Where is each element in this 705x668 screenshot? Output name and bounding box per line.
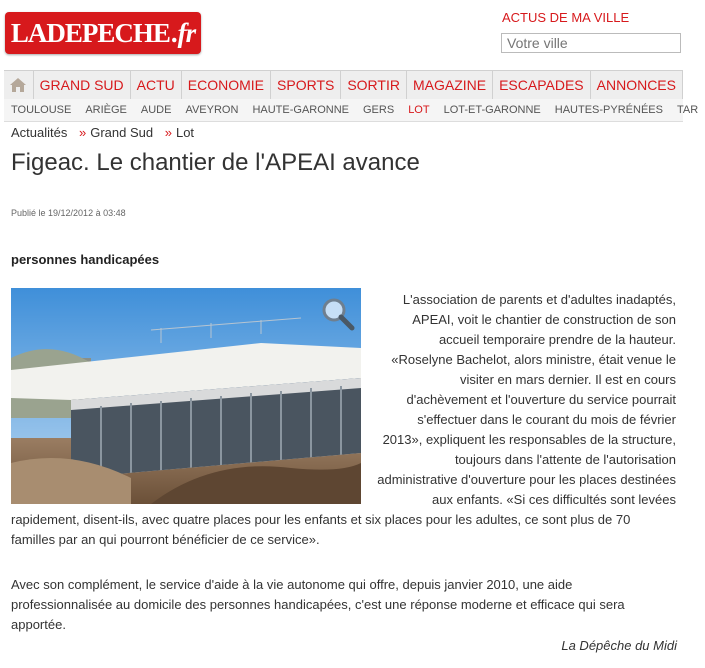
- actus-ville-title[interactable]: ACTUS DE MA VILLE: [502, 10, 630, 25]
- logo-main-text: LADEPECHE: [10, 17, 170, 48]
- subnav-item-haute-garonne[interactable]: HAUTE-GARONNE: [252, 104, 349, 116]
- subnav-item-tarn[interactable]: TAR: [676, 104, 699, 116]
- site-logo[interactable]: [5, 12, 201, 54]
- logo-suffix-text: .fr: [171, 17, 196, 48]
- breadcrumb-item-actualites[interactable]: Actualités: [11, 125, 68, 140]
- subnav-item-ariege[interactable]: ARIÈGE: [85, 104, 127, 116]
- subnav-item-aude[interactable]: AUDE: [140, 104, 172, 116]
- article-photo[interactable]: [11, 288, 361, 504]
- nav-item-sortir[interactable]: SORTIR: [341, 71, 407, 99]
- nav-item-sports[interactable]: SPORTS: [271, 71, 341, 99]
- breadcrumb-item-grand-sud[interactable]: Grand Sud: [90, 125, 154, 140]
- nav-item-annonces[interactable]: ANNONCES: [591, 71, 683, 99]
- city-search-input[interactable]: [501, 33, 681, 53]
- article-title: Figeac. Le chantier de l'APEAI avance: [11, 149, 420, 176]
- subnav-item-hautes-pyrenees[interactable]: HAUTES-PYRÉNÉES: [554, 104, 663, 116]
- subnav-item-aveyron[interactable]: AVEYRON: [185, 104, 239, 116]
- subnav-item-lot[interactable]: LOT: [408, 104, 430, 116]
- nav-item-economie[interactable]: ECONOMIE: [182, 71, 271, 99]
- home-icon: [9, 77, 27, 93]
- article-paragraph-2: Avec son complément, le service d'aide à la vie autonome qui offre, depuis janvier 2010, une aide professionnalisée au domicile des personnes handicapées, c'est une réponse moderne et efficace qui sera apportée.: [11, 577, 625, 632]
- publication-date: Publié le 19/12/2012 à 03:48: [11, 208, 126, 218]
- breadcrumb: [11, 125, 194, 140]
- breadcrumb-separator: »: [79, 125, 87, 140]
- subnav-item-toulouse[interactable]: TOULOUSE: [11, 104, 72, 116]
- magnifier-icon[interactable]: [320, 296, 356, 332]
- nav-item-actu[interactable]: ACTU: [131, 71, 182, 99]
- article-paragraph-1b: rapidement, disent-ils, avec quatre places pour les enfants et six places pour les adultes, ce sont plus de 70 familles par an qui pourront bénéficier de ce service».: [11, 512, 631, 547]
- subnav-item-gers[interactable]: GERS: [363, 104, 395, 116]
- nav-home-button[interactable]: [4, 71, 34, 99]
- nav-item-escapades[interactable]: ESCAPADES: [493, 71, 591, 99]
- nav-item-magazine[interactable]: MAGAZINE: [407, 71, 493, 99]
- sub-nav: [4, 99, 699, 122]
- article-signature: La Dépêche du Midi: [561, 638, 677, 653]
- breadcrumb-item-lot[interactable]: Lot: [175, 125, 195, 140]
- breadcrumb-separator: »: [164, 125, 172, 140]
- subnav-item-lot-et-garonne[interactable]: LOT-ET-GARONNE: [443, 104, 541, 116]
- article-kicker: personnes handicapées: [11, 252, 160, 267]
- nav-item-grand-sud[interactable]: GRAND SUD: [34, 71, 131, 99]
- main-nav: [4, 70, 683, 100]
- article-paragraph-1a: L'association de parents et d'adultes inadaptés, APEAI, voit le chantier de construction de son accueil temporaire prendre de la hauteur. «Roselyne Bachelot, alors ministre, était venue le visiter en mars dernier. Il est en cours d'achèvement et l'ouverture du service pourrait s'effectuer dans le courant du mois de février 2013», expliquent les responsables de la structure, toujours dans l'attente de l'autorisation administrative d'ouverture pour les places destinées aux enfants. «Si ces difficultés sont levées: [377, 292, 676, 507]
